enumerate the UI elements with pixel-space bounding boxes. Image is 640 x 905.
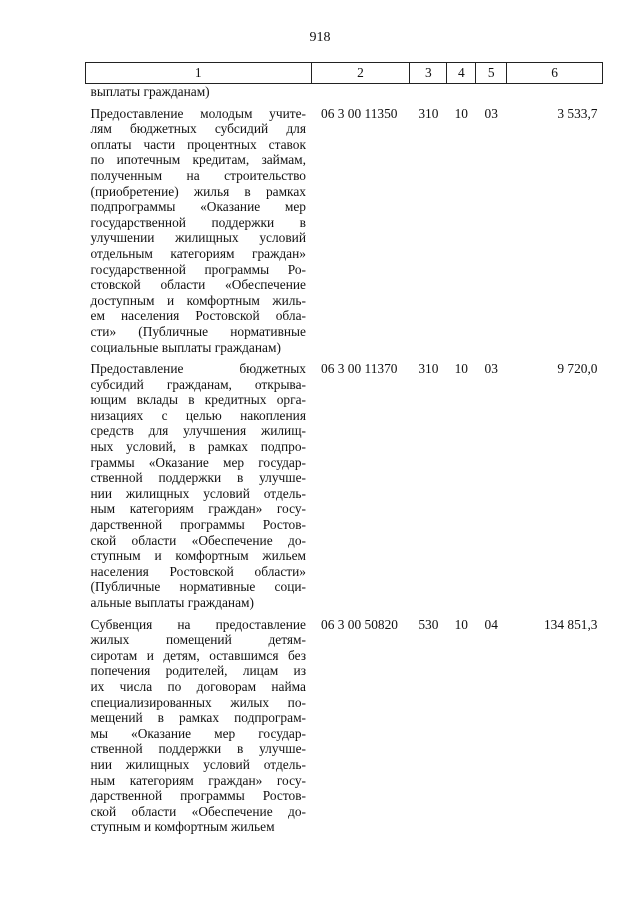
description-line: ем населения Ростовской обла- [90,308,306,324]
row-col4: 10 [454,361,468,377]
description-line: ступным и комфортным жильем [90,548,306,564]
description-line: подпрограммы «Оказание мер [90,199,306,215]
header-row [86,63,603,84]
row-col4: 10 [454,616,468,632]
description-line: ным категориям граждан» госу- [90,501,306,517]
description-line: специализированных жилых по- [90,694,306,710]
description-line: ным категориям граждан» госу- [90,772,306,788]
description-line: ственной поддержки в улучше- [90,741,306,757]
description-line: полученным на строительство [90,167,306,183]
row-amount: 3 533,7 [557,105,598,121]
row-col4: 10 [454,105,468,121]
row-code: 06 3 00 11370 [321,361,398,377]
row-col5: 04 [484,616,498,632]
row-col3: 310 [418,105,439,121]
header-col-4: 4 [447,63,476,84]
description-line: (Публичные нормативные соци- [90,579,306,595]
description-line: мы «Оказание мер государ- [90,725,306,741]
description-line: стовской области «Обеспечение [90,277,306,293]
description-line: альные выплаты гражданам) [90,595,254,610]
header-col-5: 5 [476,63,507,84]
description-line: средств для улучшения жилищ- [90,423,306,439]
description-line: Субвенция на предоставление [90,616,306,632]
description-line: (приобретение) жилья в рамках [90,183,306,199]
row-code: 06 3 00 11350 [321,105,398,121]
description-line: ющим вклады в кредитных орга- [90,392,306,408]
continued-row [86,84,603,106]
header-col-2: 2 [311,63,410,84]
description-line: отдельным категориям граждан» [90,245,306,261]
header-col-1: 1 [86,63,312,84]
description-line: нии жилищных условий отдель- [90,485,306,501]
description-line: субсидий гражданам, открыва- [90,376,306,392]
row-description [86,106,312,362]
description-line: по ипотечным кредитам, займам, [90,152,306,168]
description-line: дарственной программы Ростов- [90,788,306,804]
description-line: социальные выплаты гражданам) [90,339,281,355]
row-col5: 03 [484,361,498,377]
description-line: дарственной программы Ростов- [90,517,306,533]
description-line: ступным и комфортным жильем [90,819,275,835]
table-row [86,617,603,841]
description-line: оплаты части процентных ставок [90,136,306,152]
description-line: ской области «Обеспечение до- [90,532,306,548]
description-line: государственной поддержки в [90,214,306,230]
row-description [86,617,312,841]
description-line: нии жилищных условий отдель- [90,756,306,772]
description-line: улучшении жилищных условий [90,230,306,246]
description-line: граммы «Оказание мер государ- [90,454,306,470]
row-col5: 03 [484,105,498,121]
row-col3: 530 [418,616,439,632]
row-description [86,361,312,617]
description-line: сти» (Публичные нормативные [90,323,306,339]
budget-table [85,62,603,841]
description-line: лям бюджетных субсидий для [90,121,306,137]
row-amount: 9 720,0 [557,361,598,377]
description-line: попечения родителей, лицам из [90,663,306,679]
row-amount: 134 851,3 [543,616,598,632]
page-number: 918 [309,30,331,45]
header-col-6: 6 [507,63,603,84]
description-line: жилых помещений детям- [90,632,306,648]
description-line: ственной поддержки в улучше- [90,470,306,486]
table-row [86,361,603,617]
row-col3: 310 [418,361,439,377]
table-row [86,106,603,362]
description-line: доступным и комфортным жиль- [90,292,306,308]
description-line: низациях с целью накопления [90,407,306,423]
row-code: 06 3 00 50820 [321,616,398,632]
description-line: мещений в рамках подпрограм- [90,710,306,726]
header-col-3: 3 [410,63,447,84]
description-line: их числа по договорам найма [90,678,306,694]
description-line: сиротам и детям, оставшимся без [90,647,306,663]
description-line: населения Ростовской области» [90,563,306,579]
description-line: ской области «Обеспечение до- [90,803,306,819]
description-line: Предоставление молодым учите- [90,105,306,121]
description-line: государственной программы Ро- [90,261,306,277]
continued-text: выплаты гражданам) [90,84,210,99]
description-line: ных условий, в рамках подпро- [90,439,306,455]
description-line: Предоставление бюджетных [90,361,306,377]
